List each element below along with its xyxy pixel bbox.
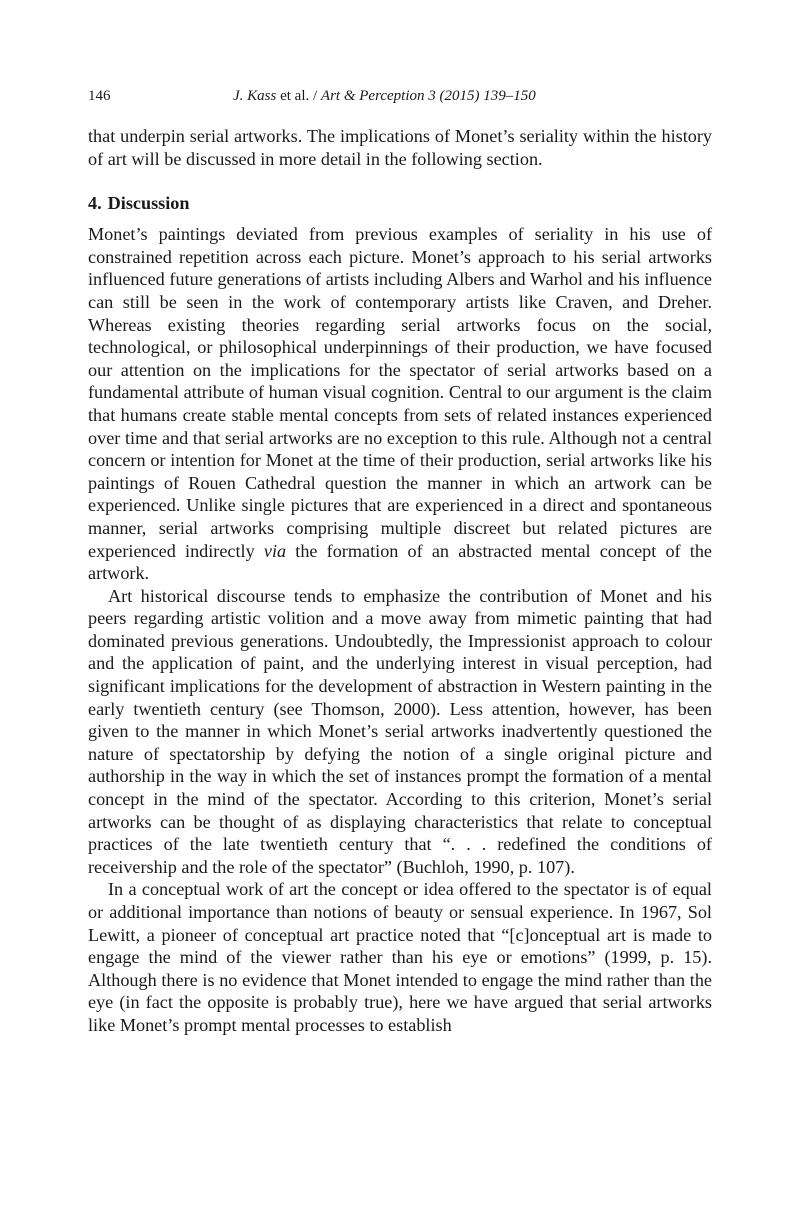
paragraph-2: Art historical discourse tends to emphasize the contribution of Monet and his peers regarding artistic volition and a move away from mimetic painting that had dominated previous generations. Undoubtedly, the Impressionist approach to colour and the application of paint, and the underlying interest in visual perception, had significant implications for the development of abstraction in Western painting in the early twentieth century (see Thomson, 2000). Less attention, however, has been given to the manner in which Monet’s serial artworks inadvertently questioned the nature of spectatorship by defying the notion of a single original picture and authorship in the way in which the set of instances prompt the formation of a mental concept in the mind of the spectator. According to this criterion, Monet’s serial artworks can be thought of as displaying characteristics that relate to conceptual practices of the late twentieth century that “. . . redefined the conditions of receivership and the role of the spectator” (Buchloh, 1990, p. 107).	[88, 585, 712, 877]
page-number: 146	[88, 88, 111, 104]
opening-paragraph: that underpin serial artworks. The implications of Monet’s seriality within the history of art will be discussed in more detail in the following section.	[88, 126, 712, 169]
citation-etal: et al. /	[276, 88, 321, 104]
paragraph-1-text-a: Monet’s paintings deviated from previous examples of seriality in his use of constrained repetition across each picture. Monet’s approach to his serial artworks influenced future generations of artists including Albers and Warhol and his influence can still be seen in the work of contemporary artists like Craven, and Dreher. Whereas existing theories regarding serial artworks focus on the social, technological, or philosophical underpinnings of their production, we have focused our attention on the implications for the spectator of serial artworks based on a fundamental attribute of human visual cognition. Central to our argument is the claim that humans create stable mental concepts from sets of related instances experienced over time and that serial artworks are no exception to this rule. Although not a central concern or intention for Monet at the time of their production, serial artworks like his paintings of Rouen Cathedral question the manner in which an artwork can be experienced. Unlike single pictures that are experienced in a direct and spontaneous manner, serial artworks comprising multiple discreet but related pictures are experienced indirectly	[88, 224, 712, 561]
section-title: Discussion	[107, 193, 190, 214]
article-body	[88, 125, 712, 1037]
paragraph-1-italic: via	[263, 540, 287, 561]
section-number: 4.	[88, 193, 102, 214]
paragraph-3: In a conceptual work of art the concept or idea offered to the spectator is of equal or additional importance than notions of beauty or sensual experience. In 1967, Sol Lewitt, a pioneer of conceptual art practice noted that “[c]onceptual art is made to engage the mind of the viewer rather than his eye or emotions” (1999, p. 15). Although there is no evidence that Monet intended to engage the mind rather than the eye (in fact the opposite is probably true), here we have argued that serial artworks like Monet’s prompt mental processes to establish	[88, 879, 712, 1035]
paragraph-1-text-b: the formation of an abstracted mental concept of the artwork.	[88, 540, 712, 584]
section-heading	[88, 192, 712, 214]
author-name: J. Kass	[233, 88, 277, 104]
paragraph-1	[88, 223, 712, 585]
journal-title: Art & Perception 3 (2015) 139–150	[320, 88, 536, 104]
running-header	[88, 86, 712, 110]
journal-citation	[233, 86, 536, 106]
